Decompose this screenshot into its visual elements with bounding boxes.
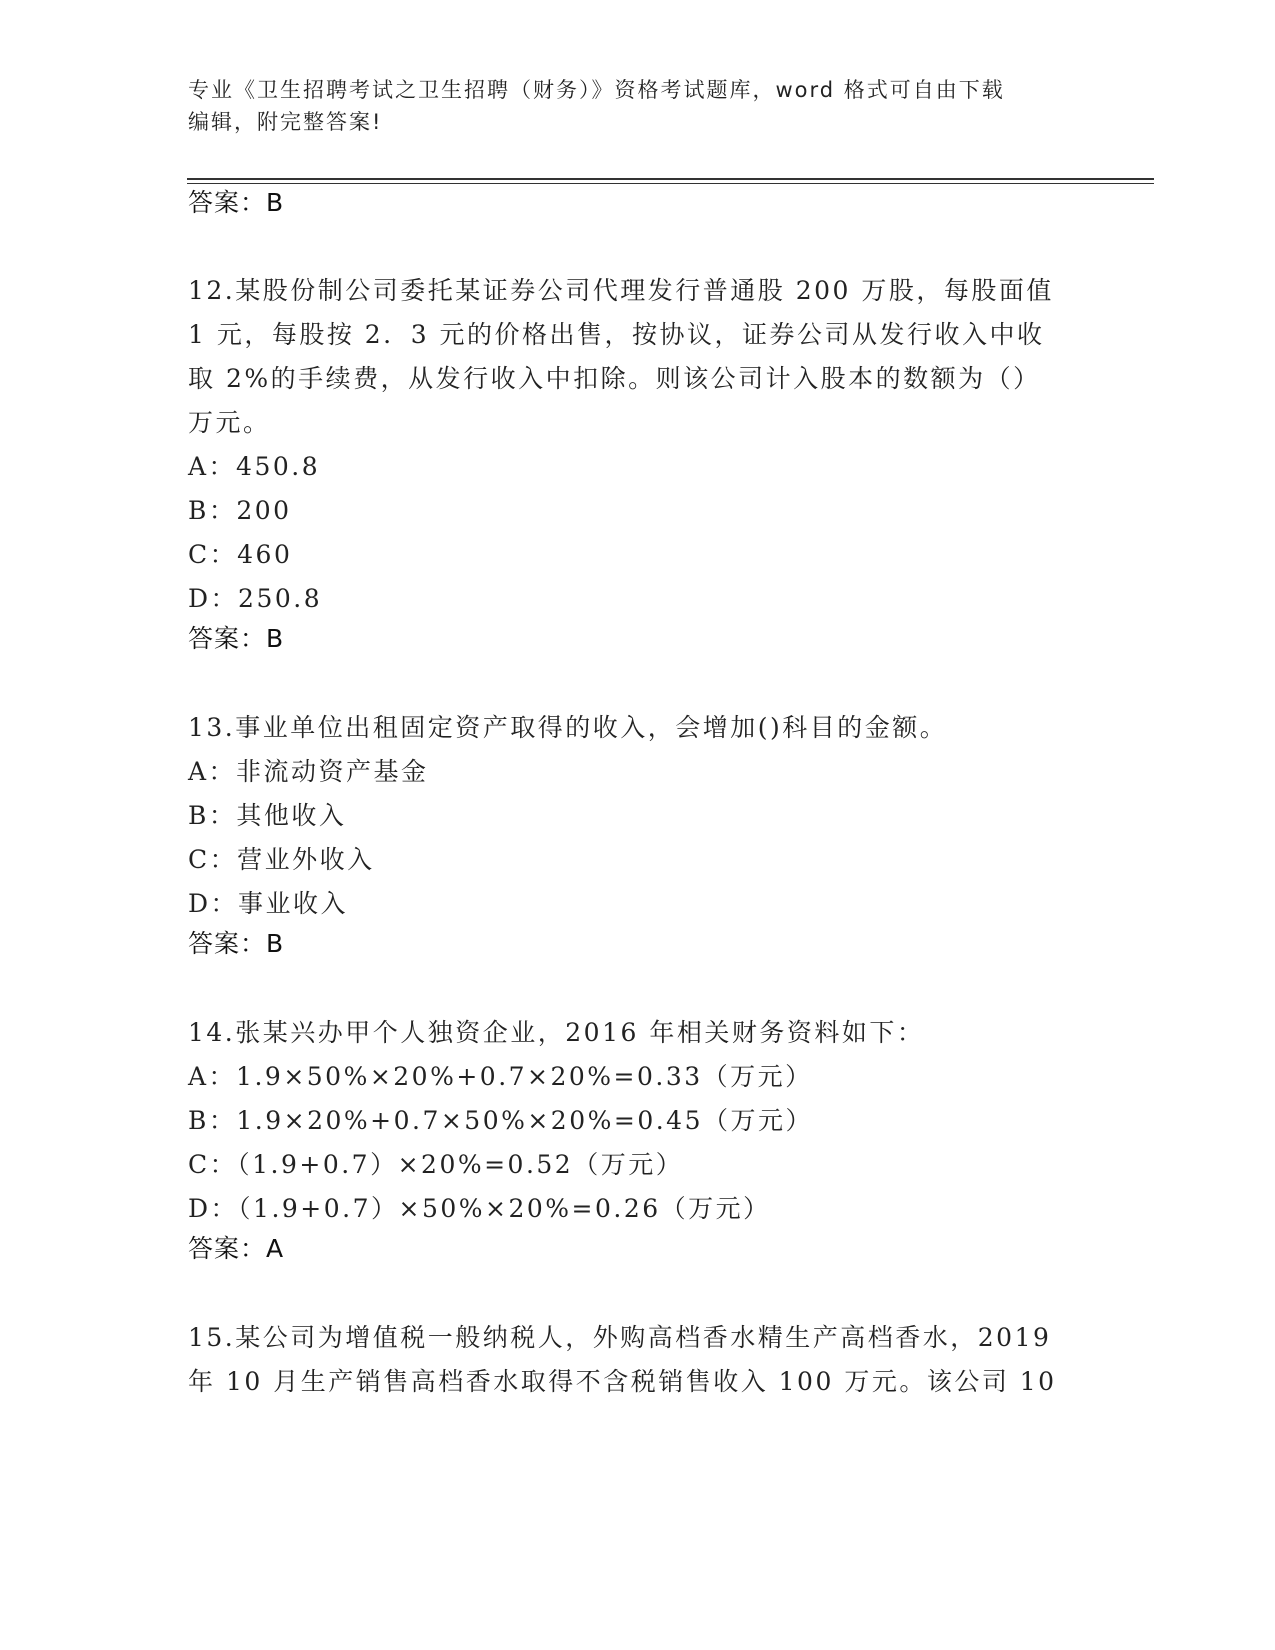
header-divider-thin [187, 183, 1154, 184]
q13-answer: 答案：B [188, 929, 285, 958]
q12-stem-line-1: 12.某股份制公司委托某证券公司代理发行普通股 200 万股，每股面值 [188, 276, 1054, 305]
q14-option-a: A：1.9×50%×20%+0.7×20%=0.33（万元） [188, 1062, 813, 1091]
q12-answer: 答案：B [188, 624, 285, 653]
q12-stem-line-3: 取 2%的手续费，从发行收入中扣除。则该公司计入股本的数额为（） [188, 364, 1041, 393]
header-divider-thick [187, 178, 1154, 180]
answer-previous-question: 答案：B [188, 188, 285, 217]
q12-option-d: D：250.8 [188, 584, 323, 613]
q13-option-a: A：非流动资产基金 [188, 757, 429, 786]
q13-option-b: B：其他收入 [188, 801, 347, 830]
q14-stem-line-1: 14.张某兴办甲个人独资企业，2016 年相关财务资料如下： [188, 1018, 925, 1047]
q12-option-c: C：460 [188, 540, 293, 569]
header-title-line-2: 编辑，附完整答案! [188, 110, 383, 134]
q14-option-d: D：（1.9+0.7）×50%×20%=0.26（万元） [188, 1194, 771, 1223]
q13-option-c: C：营业外收入 [188, 845, 375, 874]
q13-option-d: D：事业收入 [188, 889, 349, 918]
q15-stem-line-2: 年 10 月生产销售高档香水取得不含税销售收入 100 万元。该公司 10 [188, 1367, 1057, 1396]
q12-stem-line-2: 1 元，每股按 2．3 元的价格出售，按协议，证券公司从发行收入中收 [188, 320, 1045, 349]
q14-option-c: C：（1.9+0.7）×20%=0.52（万元） [188, 1150, 684, 1179]
q15-stem-line-1: 15.某公司为增值税一般纳税人，外购高档香水精生产高档香水，2019 [188, 1323, 1052, 1352]
q14-answer: 答案：A [188, 1234, 285, 1263]
page-header [188, 74, 1088, 138]
q12-option-b: B：200 [188, 496, 292, 525]
q12-stem-line-4: 万元。 [188, 408, 271, 437]
q13-stem-line-1: 13.事业单位出租固定资产取得的收入，会增加()科目的金额。 [188, 713, 948, 742]
q14-option-b: B：1.9×20%+0.7×50%×20%=0.45（万元） [188, 1106, 813, 1135]
q12-option-a: A：450.8 [188, 452, 321, 481]
header-title-line-1: 专业《卫生招聘考试之卫生招聘（财务）》资格考试题库，word 格式可自由下载 [188, 78, 1005, 102]
